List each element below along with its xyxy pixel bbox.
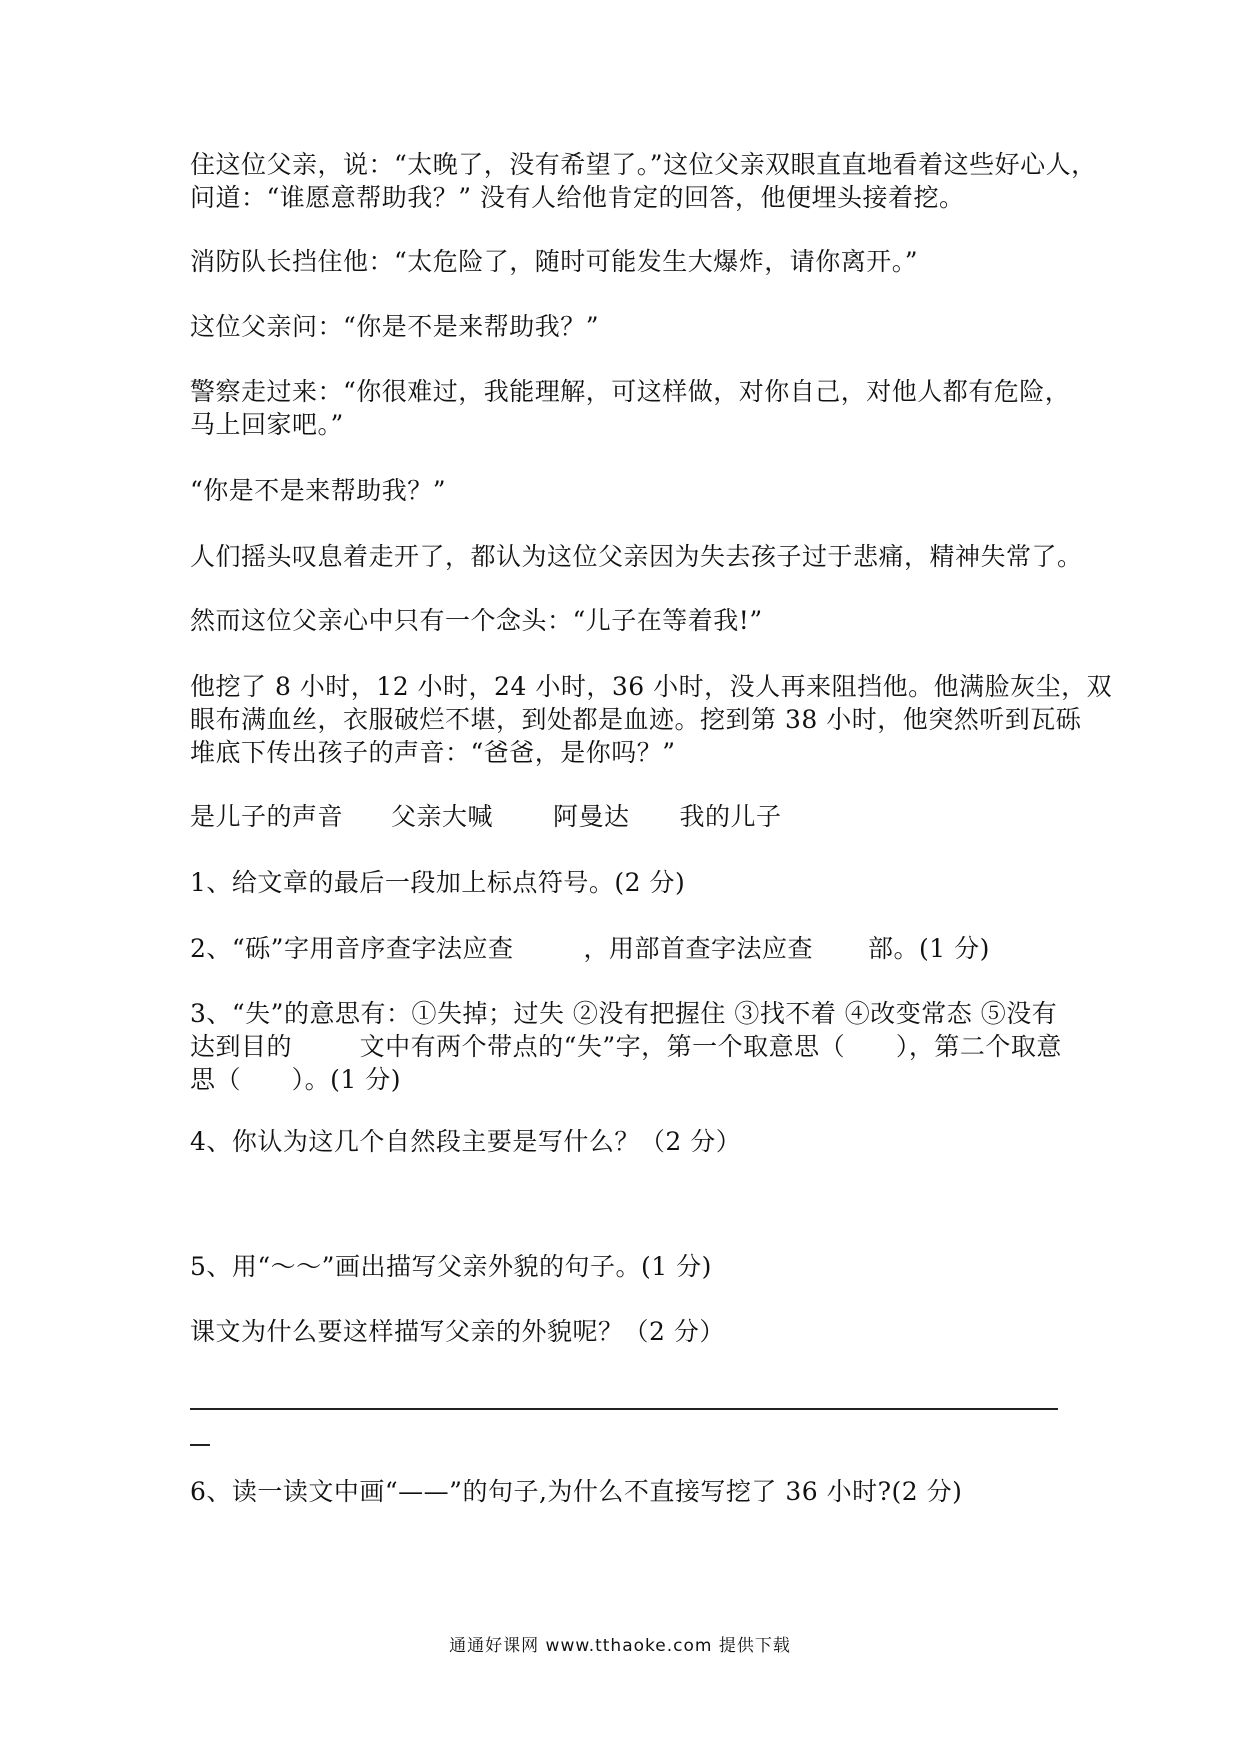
text-line: 问道：“谁愿意帮助我？” 没有人给他肯定的回答，他便埋头接着挖。 (190, 183, 965, 212)
paragraph-6: 人们摇头叹息着走开了，都认为这位父亲因为失去孩子过于悲痛，精神失常了。 (190, 542, 1083, 571)
paragraph-8 (190, 670, 1113, 769)
paragraph-2: 消防队长挡住他：“太危险了，随时可能发生大爆炸，请你离开。” (190, 247, 919, 276)
answer-line[interactable] (190, 1408, 1058, 1410)
question-4: 4、你认为这几个自然段主要是写什么？（2 分） (190, 1127, 742, 1156)
paragraph-7: 然而这位父亲心中只有一个念头：“儿子在等着我!” (190, 606, 763, 635)
question-2-part: ，用部首查字法应查 (583, 934, 813, 963)
text-line: 眼布满血丝，衣服破烂不堪，到处都是血迹。挖到第 38 小时，他突然听到瓦砾 (190, 705, 1082, 734)
question-6: 6、读一读文中画“——”的句子,为什么不直接写挖了 36 小时?(2 分) (190, 1477, 963, 1506)
page-footer: 通通好课网 www.tthaoke.com 提供下载 (449, 1636, 791, 1656)
question-1: 1、给文章的最后一段加上标点符号。(2 分) (190, 868, 686, 897)
text-line: 住这位父亲，说：“太晚了，没有希望了。”这位父亲双眼直直地看着这些好心人， (190, 150, 1097, 179)
phrase: 父亲大喊 (391, 802, 494, 831)
text-line: 达到目的 文中有两个带点的“失”字，第一个取意思（ ），第二个取意 (190, 1032, 1062, 1061)
paragraph-3: 这位父亲问：“你是不是来帮助我？” (190, 312, 600, 341)
text-line: 马上回家吧。” (190, 410, 344, 439)
text-line: 警察走过来：“你很难过，我能理解，可这样做，对你自己，对他人都有危险， (190, 377, 1071, 406)
question-3 (190, 997, 1060, 1096)
text-line: 思（ ）。(1 分) (190, 1065, 402, 1094)
text-line: 他挖了 8 小时，12 小时，24 小时，36 小时，没人再来阻挡他。他满脸灰尘，双 (190, 672, 1113, 701)
phrase: 我的儿子 (679, 802, 782, 831)
paragraph-1 (190, 148, 1097, 214)
question-2-part: 2、“砾”字用音序查字法应查 (190, 934, 514, 963)
phrase: 是儿子的声音 (190, 802, 344, 831)
question-2-part: 部。(1 分) (867, 934, 990, 963)
question-5: 5、用“～～”画出描写父亲外貌的句子。(1 分) (190, 1252, 712, 1281)
phrase: 阿曼达 (553, 802, 630, 831)
paragraph-5: “你是不是来帮助我？” (190, 476, 447, 505)
question-2 (190, 932, 1060, 965)
text-line: 3、“失”的意思有：①失掉；过失 ②没有把握住 ③找不着 ④改变常态 ⑤没有 (190, 999, 1058, 1028)
text-line: 堆底下传出孩子的声音：“爸爸，是你吗？” (190, 738, 676, 767)
paragraph-9-unpunctuated (190, 800, 1060, 833)
answer-line-end (190, 1444, 210, 1446)
paragraph-4 (190, 375, 1071, 441)
question-5-followup: 课文为什么要这样描写父亲的外貌呢？（2 分） (190, 1317, 725, 1346)
